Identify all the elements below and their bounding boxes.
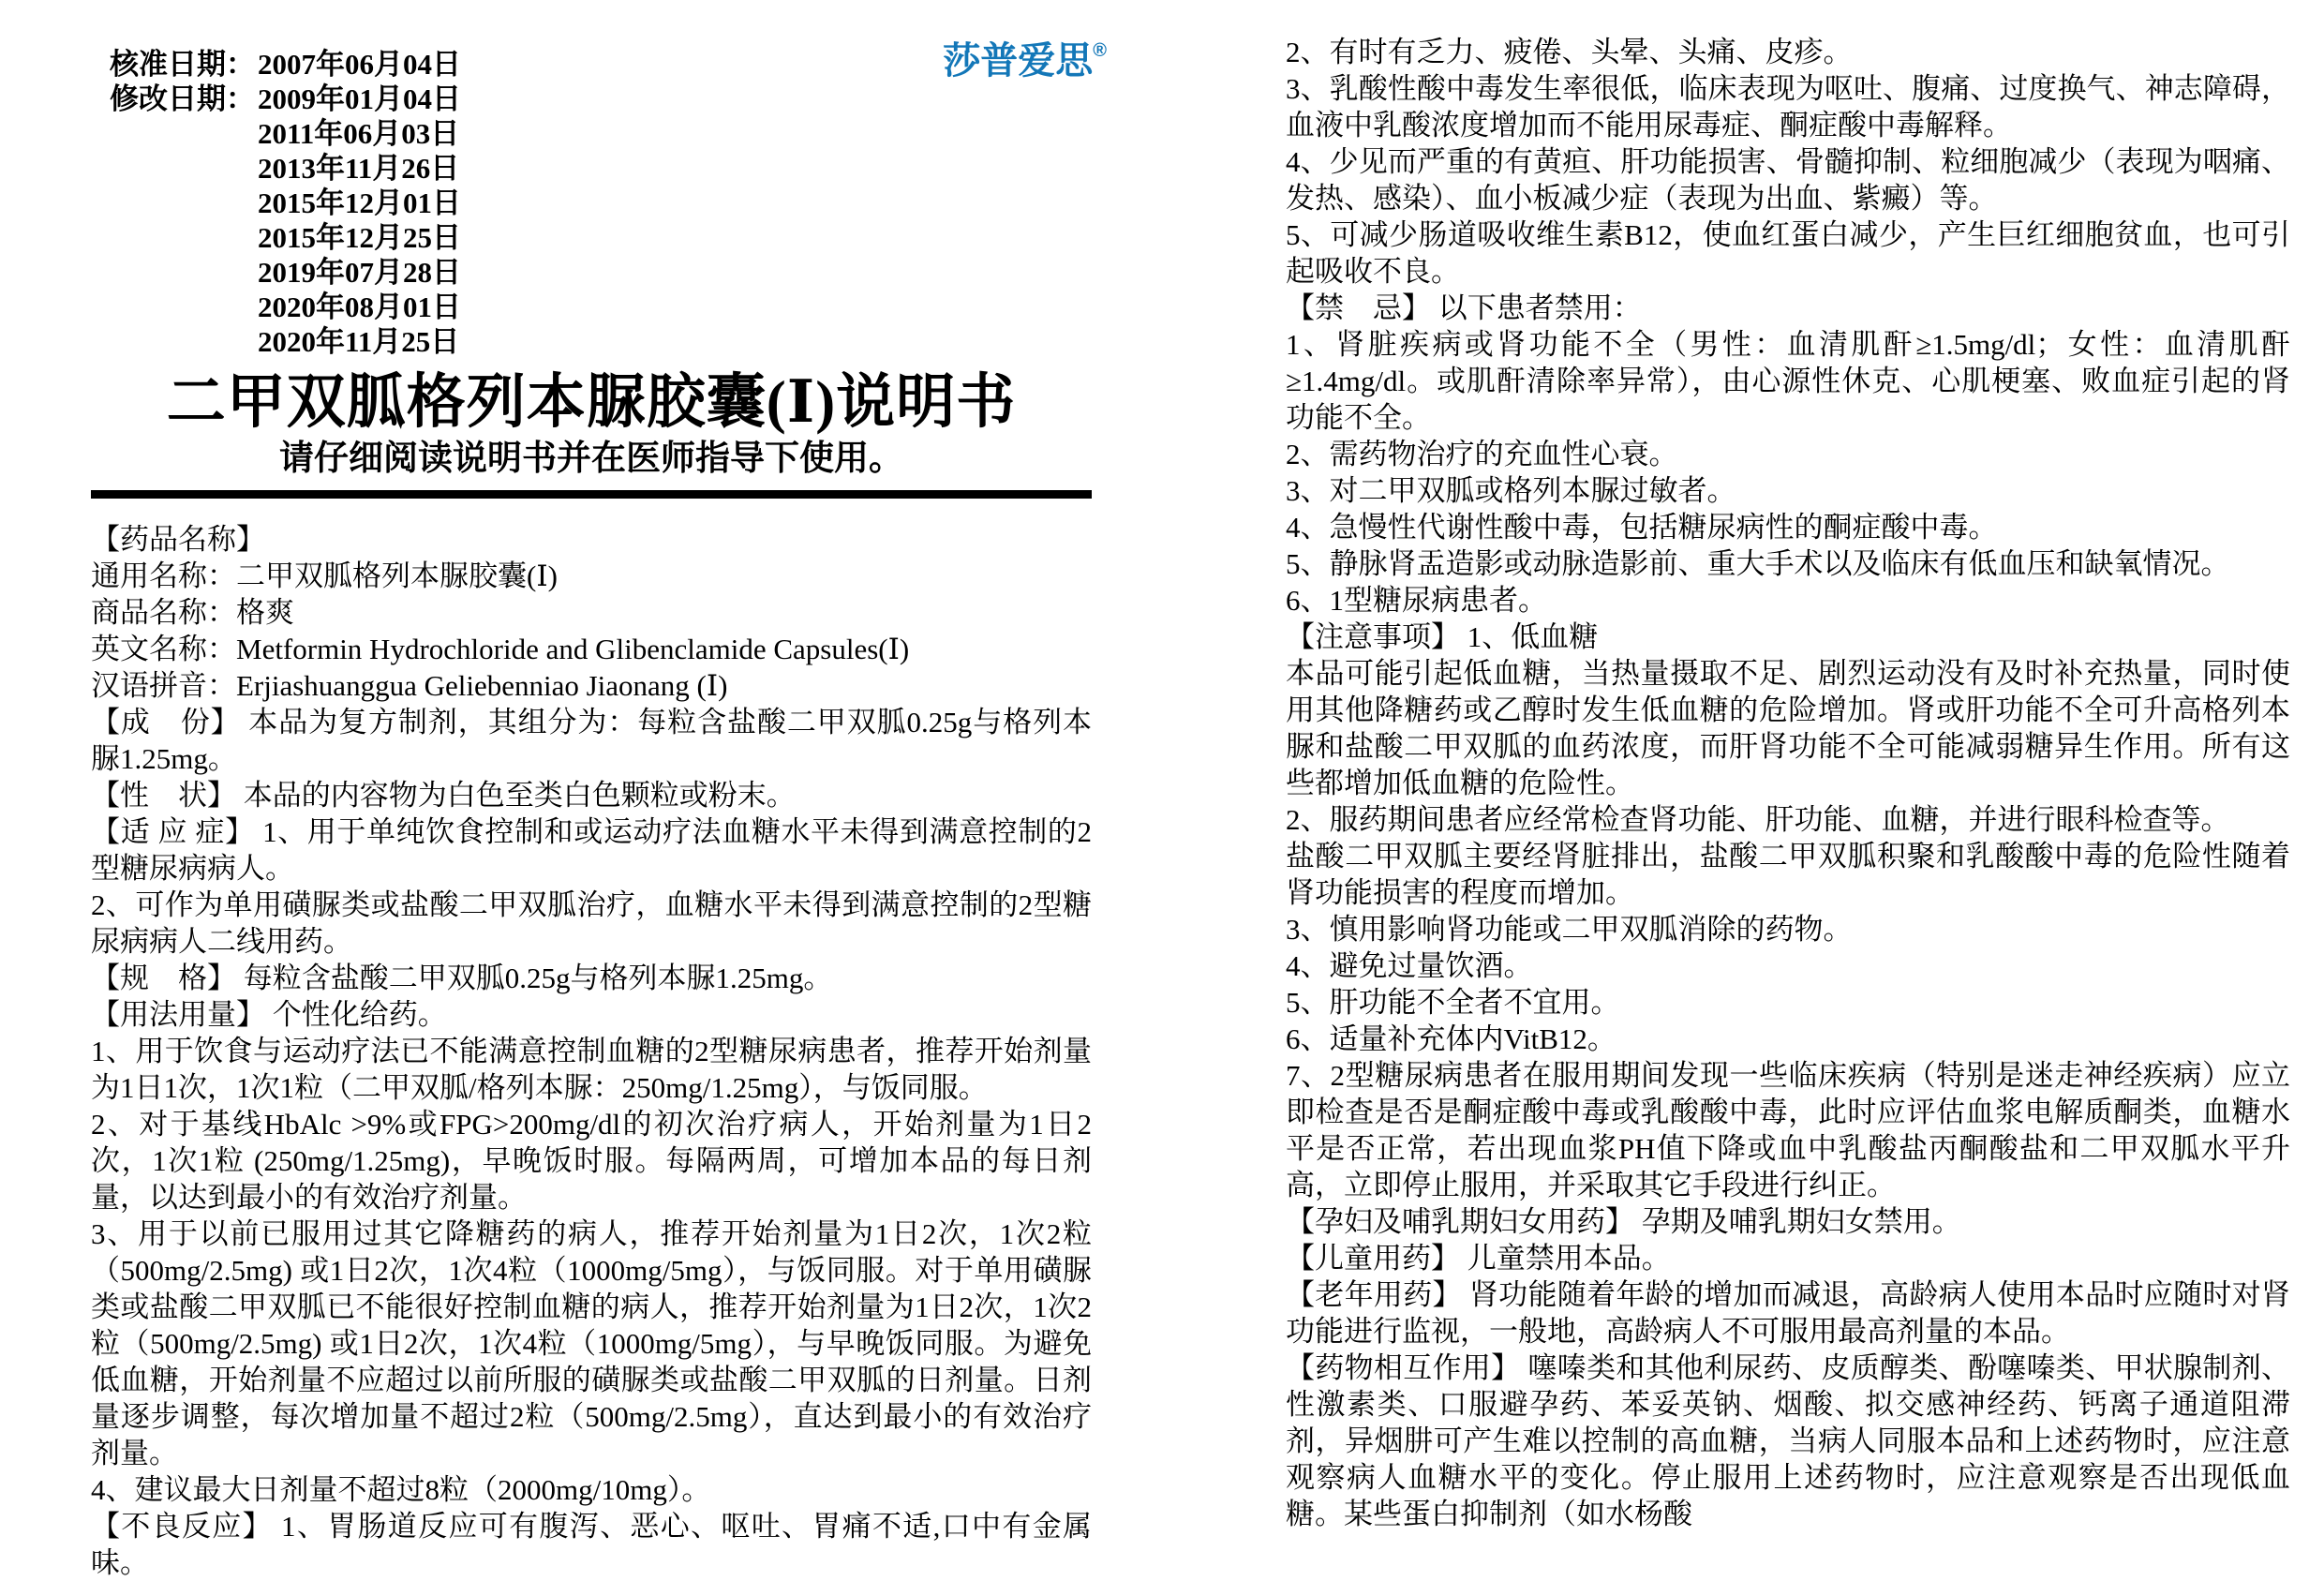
date-value: 2009年01月04日 [258,82,461,115]
paragraph: 商品名称：格爽 [91,596,294,629]
left-column [91,0,1107,1579]
date-row [110,290,1092,324]
paragraph: 【适 应 症】 1、用于单纯饮食控制和或运动疗法血糖水平未得到满意控制的2型糖尿病病人。 [91,815,1092,885]
paragraph: 2、有时有乏力、疲倦、头晕、头痛、皮疹。 [1286,36,1853,68]
paragraph: 3、慎用影响肾功能或二甲双胍消除的药物。 [1286,913,1853,946]
paragraph: 【不良反应】 1、胃肠道反应可有腹泻、恶心、呕吐、胃痛不适,口中有金属味。 [91,1510,1092,1579]
paragraph: 7、2型糖尿病患者在服用期间发现一些临床疾病（特别是迷走神经疾病）应立即检查是否是酮症酸中毒或乳酸酸中毒，此时应评估血浆电解质酮类，血糖水平是否正常，若出现血浆PH值下降或血中乳酸盐丙酮酸盐和二甲双胍水平升高，立即停止服用，并采取其它手段进行纠正。 [1286,1059,2290,1201]
paragraph: 4、少见而严重的有黄疸、肝功能损害、骨髓抑制、粒细胞减少（表现为咽痛、发热、感染）、血小板减少症（表现为出血、紫癜）等。 [1286,145,2290,215]
paragraph: 4、建议最大日剂量不超过8粒（2000mg/10mg）。 [91,1473,711,1506]
paragraph: 【成 份】 本品为复方制剂，其组分为：每粒含盐酸二甲双胍0.25g与格列本脲1.25mg。 [91,706,1092,775]
date-row [110,255,1092,290]
paragraph: 5、静脉肾盂造影或动脉造影前、重大手术以及临床有低血压和缺氧情况。 [1286,547,2230,580]
paragraph: 1、肾脏疾病或肾功能不全（男性：血清肌酐≥1.5mg/dl；女性：血清肌酐≥1.4mg/dl。或肌酐清除率异常），由心源性休克、心肌梗塞、败血症引起的肾功能不全。 [1286,328,2290,434]
paragraph: 【禁 忌】 以下患者禁用： [1286,291,1642,324]
date-row [110,186,1092,220]
date-row [110,116,1092,151]
paragraph: 6、1型糖尿病患者。 [1286,584,1547,617]
date-row [110,324,1092,359]
paragraph: 英文名称：Metformin Hydrochloride and Glibenclamide Capsules(Ⅰ) [91,633,910,665]
paragraph: 【孕妇及哺乳期妇女用药】 孕期及哺乳期妇女禁用。 [1286,1205,1961,1238]
paragraph: 5、肝功能不全者不宜用。 [1286,986,1620,1019]
paragraph: 4、急慢性代谢性酸中毒，包括糖尿病性的酮症酸中毒。 [1286,511,1998,544]
paragraph: 【性 状】 本品的内容物为白色至类白色颗粒或粉末。 [91,779,796,812]
date-value: 2013年11月26日 [258,152,460,185]
date-value: 2015年12月01日 [258,186,461,219]
page-title: 二甲双胍格列本脲胶囊(Ⅰ)说明书 [166,369,1017,435]
usage-notice: 请仔细阅读说明书并在医师指导下使用。 [279,440,903,478]
paragraph: 【用法用量】 个性化给药。 [91,998,447,1031]
paragraph: 【药品名称】 [91,523,265,556]
paragraph: 2、服药期间患者应经常检查肾功能、肝功能、血糖，并进行眼科检查等。 [1286,803,2230,836]
paragraph: 3、乳酸性酸中毒发生率很低，临床表现为呕吐、腹痛、过度换气、神志障碍，血液中乳酸浓度增加而不能用尿毒症、酮症酸中毒解释。 [1286,72,2290,142]
paragraph: 【注意事项】 1、低血糖 [1286,620,1599,653]
date-row [110,220,1092,255]
paragraph: 3、对二甲双胍或格列本脲过敏者。 [1286,474,1736,507]
paragraph: 汉语拼音：Erjiashuanggua Geliebenniao Jiaonang (Ⅰ) [91,669,728,702]
paragraph: 2、可作为单用磺脲类或盐酸二甲双胍治疗，血糖水平未得到满意控制的2型糖尿病病人二线用药。 [91,888,1092,958]
date-value: 2015年12月25日 [258,221,461,254]
right-column [1286,0,2290,1530]
paragraph: 【药物相互作用】 噻嗪类和其他利尿药、皮质醇类、酚噻嗪类、甲状腺制剂、性激素类、口服避孕药、苯妥英钠、烟酸、拟交感神经药、钙离子通道阻滞剂，异烟肼可产生难以控制的高血糖，当病人同服本品和上述药物时，应注意观察病人血糖水平的变化。停止服用上述药物时，应注意观察是否出现低血糖。某些蛋白抑制剂（如水杨酸 [1286,1351,2290,1530]
date-value: 2020年11月25日 [258,325,460,358]
date-row [110,82,1092,116]
title-divider [91,490,1092,499]
date-row [110,151,1092,186]
paragraph: 本品可能引起低血糖，当热量摄取不足、剧烈运动没有及时补充热量，同时使用其他降糖药或乙醇时发生低血糖的危险增加。肾或肝功能不全可升高格列本脲和盐酸二甲双胍的血药浓度，而肝肾功能不全可能减弱糖异生作用。所有这些都增加低血糖的危险性。 [1286,657,2290,799]
date-label: 修改日期： [110,82,255,115]
registered-mark: ® [1093,40,1107,61]
paragraph: 1、用于饮食与运动疗法已不能满意控制血糖的2型糖尿病患者，推荐开始剂量为1日1次，1次1粒（二甲双胍/格列本脲：250mg/1.25mg），与饭同服。 [91,1035,1092,1104]
paragraph: 【老年用药】 肾功能随着年龄的增加而减退，高龄病人使用本品时应随时对肾功能进行监视，一般地，高龄病人不可服用最高剂量的本品。 [1286,1278,2290,1348]
paragraph: 2、对于基线HbAlc >9%或FPG>200mg/dl的初次治疗病人，开始剂量为1日2次，1次1粒 (250mg/1.25mg)，早晚饭时服。每隔两周，可增加本品的每日剂量，以达到最小的有效治疗剂量。 [91,1108,1092,1214]
date-value: 2020年08月01日 [258,291,461,323]
date-label: 核准日期： [110,48,255,81]
paragraph: 3、用于以前已服用过其它降糖药的病人，推荐开始剂量为1日2次，1次2粒（500mg/2.5mg) 或1日2次，1次4粒（1000mg/5mg），与饭同服。对于单用磺脲类或盐酸二甲双胍已不能很好控制血糖的病人，推荐开始剂量为1日2次，1次2粒（500mg/2.5mg) 或1日2次，1次4粒（1000mg/5mg），与早晚饭同服。为避免低血糖，开始剂量不应超过以前所服的磺脲类或盐酸二甲双胍的日剂量。日剂量逐步调整，每次增加量不超过2粒（500mg/2.5mg），直达到最小的有效治疗剂量。 [91,1217,1092,1469]
date-value: 2011年06月03日 [258,117,460,150]
date-value: 2019年07月28日 [258,256,461,289]
paragraph: 通用名称：二甲双胍格列本脲胶囊(Ⅰ) [91,559,558,592]
brand-logo [943,41,1107,80]
paragraph: 6、适量补充体内VitB12。 [1286,1022,1616,1055]
paragraph: 盐酸二甲双胍主要经肾脏排出，盐酸二甲双胍积聚和乳酸酸中毒的危险性随着肾功能损害的程度而增加。 [1286,840,2290,909]
paragraph: 【规 格】 每粒含盐酸二甲双胍0.25g与格列本脲1.25mg。 [91,962,833,994]
date-value: 2007年06月04日 [258,48,461,81]
paragraph: 5、可减少肠道吸收维生素B12，使血红蛋白减少，产生巨红细胞贫血，也可引起吸收不良。 [1286,218,2290,288]
paragraph: 【儿童用药】 儿童禁用本品。 [1286,1242,1671,1275]
paragraph: 4、避免过量饮酒。 [1286,949,1533,982]
left-column-text [91,521,1092,1581]
approval-dates [91,0,1092,359]
brand-name: 莎普爱思 [943,40,1094,82]
paragraph: 2、需药物治疗的充血性心衰。 [1286,438,1678,470]
